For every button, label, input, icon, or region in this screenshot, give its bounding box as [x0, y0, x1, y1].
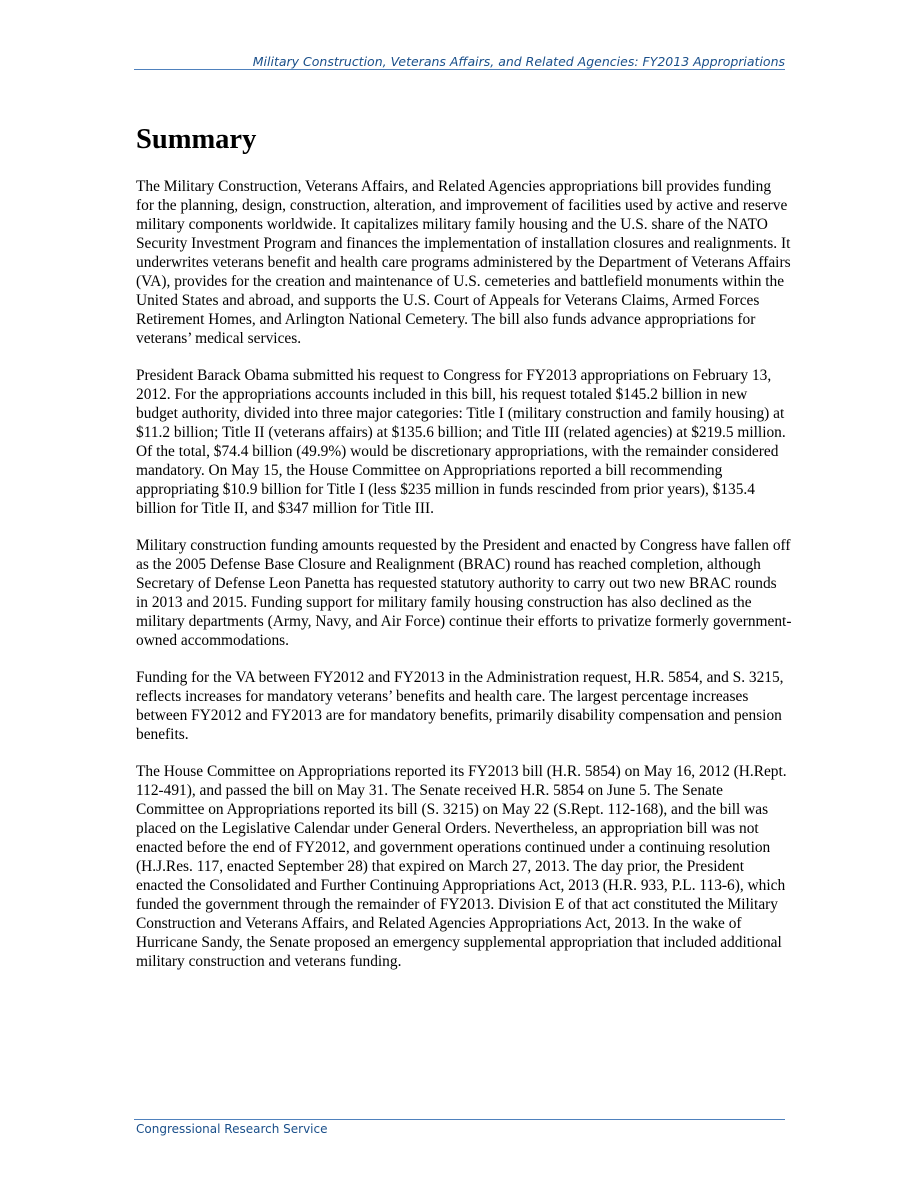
paragraph-3: Military construction funding amounts requested by the President and enacted by Congress have fallen off as the 2005 Defense Base Closure and Realignment (BRAC) round has reached completion, although Secretary of Defense Leon Panetta has requested statutory authority to carry out two new BRAC rounds in 2013 and 2015. Funding support for military family housing construction has also declined as the military departments (Army, Navy, and Air Force) continue their efforts to privatize formerly government-owned accommodations. — [136, 537, 792, 649]
paragraph-4: Funding for the VA between FY2012 and FY2013 in the Administration request, H.R. 5854, and S. 3215, reflects increases for mandatory veterans’ benefits and health care. The largest percentage increases between FY2012 and FY2013 are for mandatory benefits, primarily disability compensation and pension benefits. — [136, 669, 784, 743]
summary-body — [136, 177, 792, 989]
paragraph-5: The House Committee on Appropriations reported its FY2013 bill (H.R. 5854) on May 16, 2012 (H.Rept. 112-491), and passed the bill on May 31. The Senate received H.R. 5854 on June 5. The Senate Committee on Appropriations reported its bill (S. 3215) on May 22 (S.Rept. 112-168), and the bill was placed on the Legislative Calendar under General Orders. Nevertheless, an appropriation bill was not enacted before the end of FY2012, and government operations continued under a continuing resolution (H.J.Res. 117, enacted September 28) that expired on March 27, 2013. The day prior, the President enacted the Consolidated and Further Continuing Appropriations Act, 2013 (H.R. 933, P.L. 113-6), which funded the government through the remainder of FY2013. Division E of that act constituted the Military Construction and Veterans Affairs, and Related Agencies Appropriations Act, 2013. In the wake of Hurricane Sandy, the Senate proposed an emergency supplemental appropriation that included additional military construction and veterans funding. — [136, 763, 787, 970]
paragraph-2: President Barack Obama submitted his request to Congress for FY2013 appropriations on February 13, 2012. For the appropriations accounts included in this bill, his request totaled $145.2 billion in new budget authority, divided into three major categories: Title I (military construction and family housing) at $11.2 billion; Title II (veterans affairs) at $135.6 billion; and Title III (related agencies) at $219.5 million. Of the total, $74.4 billion (49.9%) would be discretionary appropriations, with the remainder considered mandatory. On May 15, the House Committee on Appropriations reported a bill recommending appropriating $10.9 billion for Title I (less $235 million in funds rescinded from prior years), $135.4 billion for Title II, and $347 million for Title III. — [136, 367, 786, 517]
header-divider — [134, 69, 785, 70]
running-header: Military Construction, Veterans Affairs, and Related Agencies: FY2013 Appropriations — [252, 54, 785, 69]
paragraph-1: The Military Construction, Veterans Affairs, and Related Agencies appropriations bill provides funding for the planning, design, construction, alteration, and improvement of facilities used by active and reserve military components worldwide. It capitalizes military family housing and the U.S. share of the NATO Security Investment Program and finances the implementation of installation closures and realignments. It underwrites veterans benefit and health care programs administered by the Department of Veterans Affairs (VA), provides for the creation and maintenance of U.S. cemeteries and battlefield monuments within the United States and abroad, and supports the U.S. Court of Appeals for Veterans Claims, Armed Forces Retirement Homes, and Arlington National Cemetery. The bill also funds advance appropriations for veterans’ medical services. — [136, 178, 791, 347]
section-heading: Summary — [136, 124, 257, 155]
footer-divider — [134, 1119, 785, 1120]
footer-organization: Congressional Research Service — [136, 1122, 328, 1136]
